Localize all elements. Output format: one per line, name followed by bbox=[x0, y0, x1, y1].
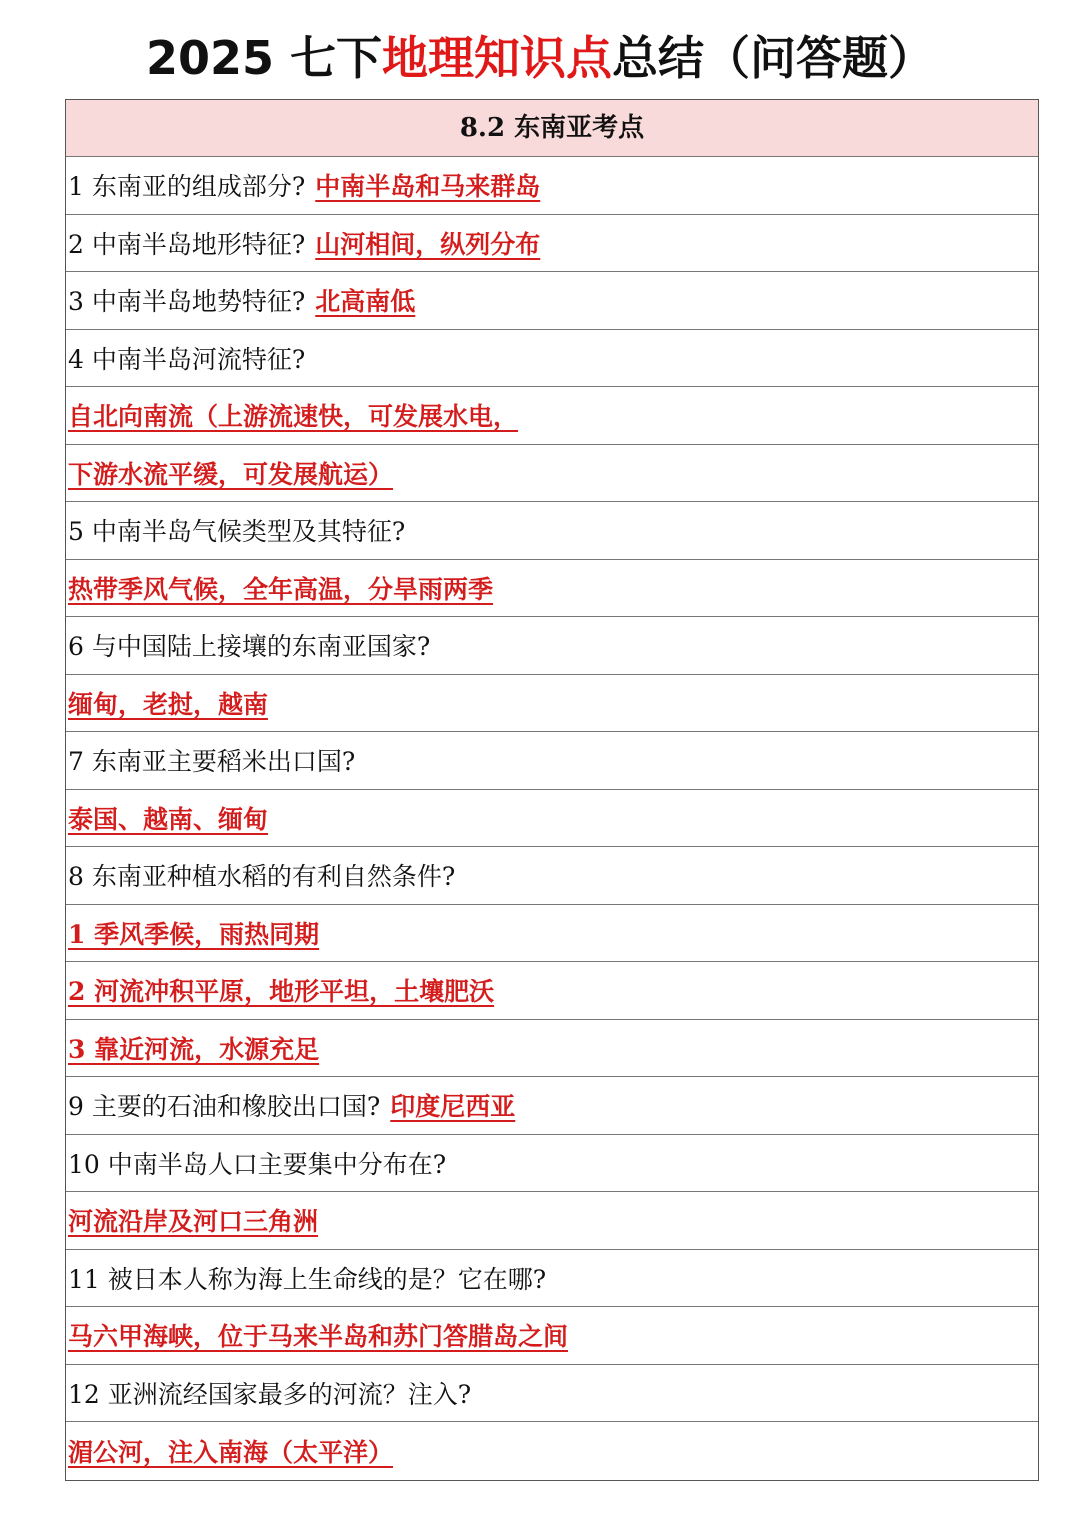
table-row bbox=[66, 847, 1038, 905]
title-prefix: 2025 七下 bbox=[145, 31, 383, 85]
section-header: 8.2 东南亚考点 bbox=[66, 100, 1038, 157]
table-row bbox=[66, 1250, 1038, 1308]
answer-text: 缅甸，老挝，越南 bbox=[68, 689, 269, 719]
question-text: 9 主要的石油和橡胶出口国? bbox=[68, 1092, 381, 1122]
table-row bbox=[66, 1077, 1038, 1135]
page-title bbox=[0, 22, 1080, 94]
table-row bbox=[66, 1307, 1038, 1365]
answer-text: 中南半岛和马来群岛 bbox=[315, 172, 541, 202]
qa-table bbox=[65, 99, 1039, 1481]
question-text: 6 与中国陆上接壤的东南亚国家? bbox=[68, 632, 431, 662]
answer-text: 3 靠近河流，水源充足 bbox=[68, 1034, 320, 1064]
table-row bbox=[66, 157, 1038, 215]
title-suffix: 总结（问答题） bbox=[612, 31, 935, 85]
table-row bbox=[66, 1135, 1038, 1193]
answer-text: 山河相间，纵列分布 bbox=[315, 229, 541, 259]
title-highlight: 地理知识点 bbox=[382, 31, 613, 85]
table-row bbox=[66, 905, 1038, 963]
question-text: 5 中南半岛气候类型及其特征? bbox=[68, 517, 406, 547]
answer-text: 河流沿岸及河口三角洲 bbox=[68, 1207, 319, 1237]
table-row bbox=[66, 215, 1038, 273]
table-row bbox=[66, 617, 1038, 675]
table-row bbox=[66, 962, 1038, 1020]
answer-text: 自北向南流（上游流速快，可发展水电， bbox=[68, 402, 519, 432]
answer-text: 2 河流冲积平原，地形平坦，土壤肥沃 bbox=[68, 977, 495, 1007]
question-text: 11 被日本人称为海上生命线的是？它在哪? bbox=[68, 1264, 547, 1294]
question-text: 7 东南亚主要稻米出口国? bbox=[68, 747, 356, 777]
answer-text: 泰国、越南、缅甸 bbox=[68, 804, 269, 834]
answer-text: 热带季风气候，全年高温，分旱雨两季 bbox=[68, 574, 494, 604]
table-row bbox=[66, 560, 1038, 618]
question-text: 3 中南半岛地势特征? bbox=[68, 287, 306, 317]
qa-rows bbox=[66, 157, 1038, 1480]
answer-text: 印度尼西亚 bbox=[390, 1092, 516, 1122]
table-row bbox=[66, 675, 1038, 733]
question-text: 12 亚洲流经国家最多的河流？注入? bbox=[68, 1379, 472, 1409]
question-text: 10 中南半岛人口主要集中分布在? bbox=[68, 1149, 447, 1179]
table-row bbox=[66, 330, 1038, 388]
question-text: 1 东南亚的组成部分? bbox=[68, 172, 306, 202]
answer-text: 北高南低 bbox=[315, 287, 416, 317]
question-text: 4 中南半岛河流特征? bbox=[68, 344, 306, 374]
answer-text: 湄公河，注入南海（太平洋） bbox=[68, 1437, 394, 1467]
table-row bbox=[66, 1020, 1038, 1078]
question-text: 8 东南亚种植水稻的有利自然条件? bbox=[68, 862, 456, 892]
answer-text: 马六甲海峡，位于马来半岛和苏门答腊岛之间 bbox=[68, 1322, 569, 1352]
table-row bbox=[66, 732, 1038, 790]
table-row bbox=[66, 1365, 1038, 1423]
table-row bbox=[66, 445, 1038, 503]
table-row bbox=[66, 790, 1038, 848]
answer-text: 下游水流平缓，可发展航运） bbox=[68, 459, 394, 489]
table-row bbox=[66, 272, 1038, 330]
table-row bbox=[66, 387, 1038, 445]
answer-text: 1 季风季候，雨热同期 bbox=[68, 919, 320, 949]
question-text: 2 中南半岛地形特征? bbox=[68, 229, 306, 259]
table-row bbox=[66, 502, 1038, 560]
table-row bbox=[66, 1422, 1038, 1480]
table-row bbox=[66, 1192, 1038, 1250]
